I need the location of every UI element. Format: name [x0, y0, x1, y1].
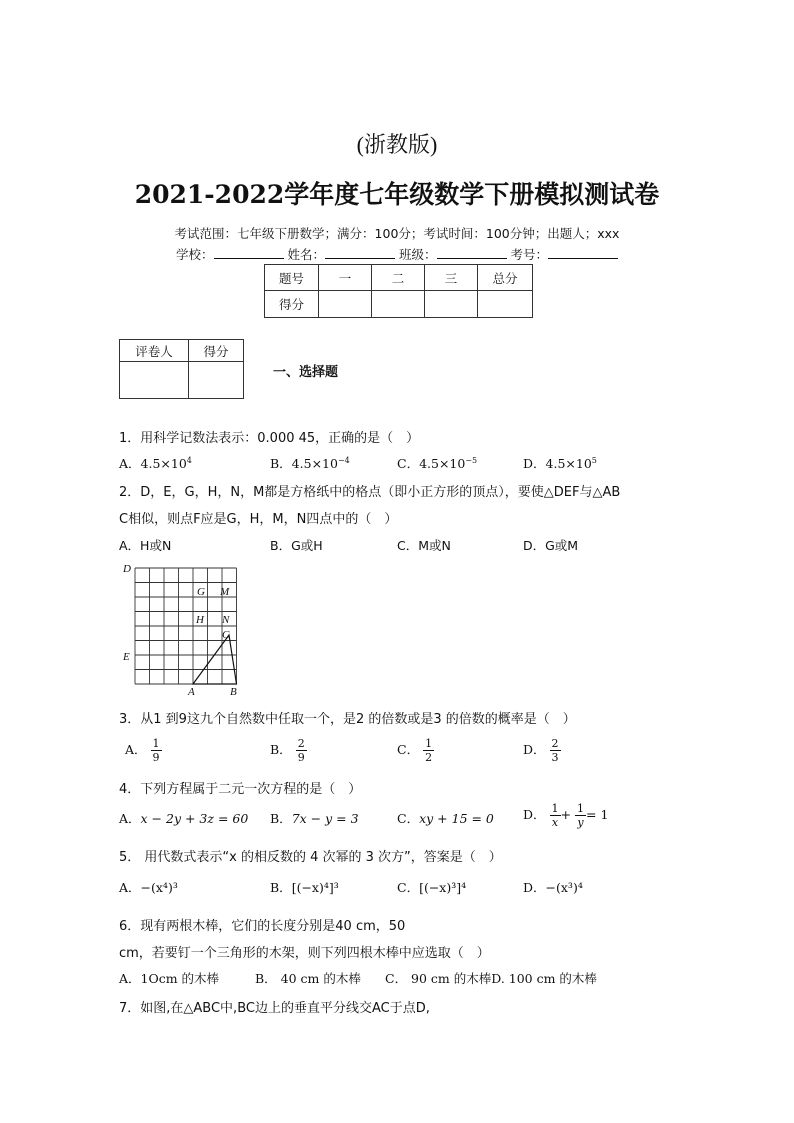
q4-option-c [397, 809, 494, 827]
score-input-cell [425, 291, 478, 318]
q2-option-a: A．H或N [119, 538, 172, 553]
q2-option-d: D．G或M [523, 538, 579, 553]
label-b: B [230, 686, 237, 698]
frac-den: 2 [425, 751, 433, 764]
q3-option-d-fraction [550, 737, 561, 764]
q2-option-c: C．M或N [397, 538, 451, 553]
q3-option-a [125, 737, 162, 764]
question-6-line2: cm，若要钉一个三角形的木架，则下列四根木棒中应选取（ ） [119, 946, 490, 961]
school-blank [214, 246, 284, 259]
score-table [264, 264, 533, 318]
frac-den: 9 [297, 751, 305, 764]
q1-option-b-text: B．4.5×10 [270, 456, 338, 471]
q5-option-a-label: A． [119, 880, 141, 895]
score-input-cell [319, 291, 372, 318]
q3-option-a-text: A． [125, 742, 147, 757]
frac-num: 2 [297, 737, 305, 750]
label-e: E [123, 651, 130, 663]
question-2-line2: C相似，则点F应是G，H，M，N四点中的（ ） [119, 512, 398, 527]
q4-option-c-label: C． [397, 811, 420, 826]
plus-sign: + [560, 807, 572, 822]
score-cell: 总分 [478, 265, 533, 291]
paper-subtitle: (浙教版) [356, 132, 438, 157]
frac-den: x [551, 816, 559, 829]
q6-option-c: C． 90 cm 的木棒D. 100 cm 的木棒 [385, 971, 597, 986]
q3-option-d-text: D． [523, 742, 546, 757]
label-m: M [220, 586, 230, 598]
q3-option-b-fraction [296, 737, 307, 764]
q5-option-d-label: D． [523, 880, 546, 895]
q4-option-a-expr: x − 2y + 3z = 60 [140, 811, 249, 826]
frac-num: 1 [551, 802, 559, 815]
q1-option-a [119, 454, 192, 472]
question-3: 3．从1 到9这九个自然数中任取一个，是2 的倍数或是3 的倍数的概率是（ ） [119, 712, 576, 727]
q3-option-a-fraction [151, 737, 162, 764]
triangle-abc [193, 635, 237, 684]
q1-option-a-text: A．4.5×10 [119, 456, 187, 471]
q1-option-d-exp: 5 [591, 455, 597, 465]
question-1: 1．用科学记数法表示：0.000 45，正确的是（ ） [119, 431, 420, 446]
q5-option-c [397, 878, 466, 896]
score-cell: 得分 [265, 291, 319, 318]
q3-option-b-text: B． [270, 742, 292, 757]
frac-num: 2 [551, 737, 559, 750]
grader-score-label: 得分 [189, 340, 244, 362]
q4-option-c-expr: xy + 15 = 0 [419, 811, 494, 826]
q4-option-d [523, 802, 608, 829]
q6-option-b: B． 40 cm 的木棒 [255, 971, 361, 986]
label-h: H [196, 614, 204, 626]
q3-option-c-fraction [423, 737, 434, 764]
label-n: N [222, 614, 230, 626]
student-info-line [0, 245, 794, 263]
q4-option-d-frac1 [550, 802, 561, 829]
label-d: D [123, 563, 131, 575]
school-label: 学校： [175, 247, 214, 262]
label-a: A [188, 686, 195, 698]
q5-option-d-expr: −(x³)⁴ [545, 880, 583, 895]
q5-option-b [270, 878, 339, 896]
question-2-line1: 2．D，E，G，H，N，M都是方格纸中的格点（即小正方形的顶点），要使△DEF与△AB [119, 485, 621, 500]
q5-option-d [523, 878, 583, 896]
score-cell: 题号 [265, 265, 319, 291]
q4-option-d-frac2 [575, 802, 586, 829]
q1-option-c-exp: −5 [465, 455, 478, 465]
q3-option-d [523, 737, 561, 764]
frac-num: 1 [577, 802, 585, 815]
frac-num: 1 [152, 737, 160, 750]
q3-option-c [397, 737, 434, 764]
q4-option-b-expr: 7x − y = 3 [291, 811, 359, 826]
q5-option-a [119, 878, 178, 896]
question-5: 5． 用代数式表示“x 的相反数的 4 次幂的 3 次方”，答案是（ ） [119, 850, 502, 865]
paper-title: 2021-2022学年度七年级数学下册模拟测试卷 [134, 180, 660, 209]
score-cell: 一 [319, 265, 372, 291]
q5-option-b-expr: [(−x)⁴]³ [291, 880, 339, 895]
class-blank [437, 246, 507, 259]
question-7: 7．如图,在△ABC中,BC边上的垂直平分线交AC于点D, [119, 1001, 430, 1016]
name-blank [325, 246, 395, 259]
q5-option-c-label: C． [397, 880, 420, 895]
frac-den: 3 [551, 751, 559, 764]
q1-option-d [523, 454, 597, 472]
score-input-cell [478, 291, 533, 318]
q4-option-d-label: D． [523, 807, 546, 822]
exam-no-blank [548, 246, 618, 259]
class-label: 班级： [398, 247, 437, 262]
q2-option-b: B．G或H [270, 538, 323, 553]
question-6-line1: 6．现有两根木棒，它们的长度分别是40 cm，50 [119, 919, 406, 934]
q5-option-b-label: B． [270, 880, 292, 895]
q5-option-a-expr: −(x⁴)³ [140, 880, 178, 895]
frac-den: 9 [152, 751, 160, 764]
frac-den: y [577, 816, 584, 829]
score-cell: 三 [425, 265, 478, 291]
grid-figure [120, 560, 250, 698]
question-4: 4．下列方程属于二元一次方程的是（ ） [119, 782, 362, 797]
q3-option-b [270, 737, 307, 764]
score-cell: 二 [372, 265, 425, 291]
section-title: 一、选择题 [273, 365, 339, 380]
exam-no-label: 考号： [510, 247, 548, 262]
q1-option-b-exp: −4 [337, 455, 350, 465]
frac-num: 1 [425, 737, 433, 750]
q4-option-b [270, 809, 359, 827]
q3-option-c-text: C． [397, 742, 420, 757]
q4-option-a [119, 809, 248, 827]
grader-cell [189, 362, 244, 399]
exam-info: 考试范围：七年级下册数学；满分：100分；考试时间：100分钟；出题人；xxx [174, 226, 620, 241]
label-c: C [222, 629, 230, 641]
grader-cell [120, 362, 189, 399]
grader-label: 评卷人 [120, 340, 189, 362]
equals-one: = 1 [586, 807, 609, 822]
q4-option-a-label: A． [119, 811, 141, 826]
q1-option-a-exp: 4 [186, 455, 192, 465]
grader-table [119, 339, 244, 399]
q1-option-d-text: D．4.5×10 [523, 456, 592, 471]
q1-option-c [397, 454, 477, 472]
q6-option-a: A．1Ocm 的木棒 [119, 971, 220, 986]
score-input-cell [372, 291, 425, 318]
q1-option-b [270, 454, 350, 472]
q5-option-c-expr: [(−x)³]⁴ [419, 880, 467, 895]
q1-option-c-text: C．4.5×10 [397, 456, 466, 471]
label-g: G [197, 586, 205, 598]
q4-option-b-label: B． [270, 811, 292, 826]
name-label: 姓名： [287, 247, 325, 262]
